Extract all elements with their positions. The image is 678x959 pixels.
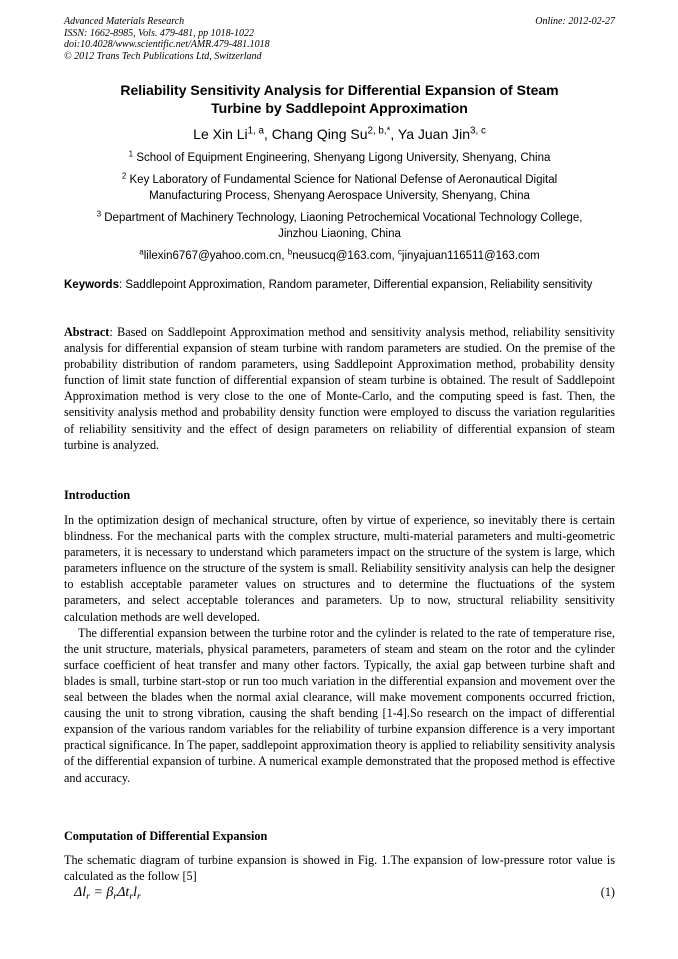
affiliation-number: 2	[121, 171, 127, 181]
section-heading-introduction: Introduction	[64, 488, 131, 502]
section-heading-computation: Computation of Differential Expansion	[64, 829, 268, 843]
affiliation-3	[64, 210, 615, 242]
author-separator: ,	[263, 126, 272, 142]
eq-equals: =	[89, 885, 107, 900]
eq-symbol: t	[125, 885, 130, 900]
affiliation-line: Jinzhou Liaoning, China	[278, 228, 401, 240]
paragraph: In the optimization design of mechanical structure, often by virtue of experience, so inevitably there is certain blindness. For the mechanical parts with the complex structure, multi-material parameters and multi-geometric parameters, it is necessary to understand which parameters impact on the structure of the system is large, which parameters influence on the structure of the system is small. Reliability sensitivity analysis can help the designer to establish acceptable parameter values on structures and to determine the fluctuations of the system parameters, and select acceptable tolerances and parameters. Up to now, structural reliability sensitivity calculation methods are well developed.	[64, 513, 615, 624]
affiliation-number: 1	[128, 149, 134, 159]
affiliation-line: Key Laboratory of Fundamental Science for National Defense of Aeronautical Digital	[129, 174, 558, 186]
abstract-text: Based on Saddlepoint Approximation method and sensitivity analysis method, reliability sensitivity analysis for differential expansion of steam turbine with random parameters are studied. On the premise of the probability distribution of random parameters, using Saddlepoint Approximation method, probability density function of limit state function of differential expansion of steam turbine is obtained. The result of Saddlepoint Approximation method is very close to the one of Monte-Carlo, and the computing speed is fast. Then, the sensitivity analysis method and probability density function were employed to discuss the variation regularities of reliability sensitivity and the effect of design parameters on reliability of differential expansion of steam turbine is analyzed.	[64, 325, 615, 452]
author-list	[64, 125, 615, 143]
affiliation-1	[64, 150, 615, 166]
abstract-colon: :	[109, 325, 118, 339]
keywords	[64, 277, 615, 293]
introduction-body	[64, 512, 615, 786]
email-mark: b	[287, 247, 293, 257]
paper-title	[64, 81, 615, 117]
affiliation-line: Manufacturing Process, Shenyang Aerospace University, Shenyang, China	[149, 190, 530, 202]
email-list	[64, 248, 615, 264]
email-mark: c	[397, 247, 402, 257]
author-name: Le Xin Li	[193, 126, 248, 142]
eq-subscript: r	[113, 890, 118, 902]
doi-line: doi:10.4028/www.scientific.net/AMR.479-481.1018	[64, 39, 270, 50]
equation-1	[74, 885, 615, 902]
email-address: jinyajuan116511@163.com	[401, 250, 540, 262]
journal-header	[64, 16, 615, 62]
eq-delta: Δ	[117, 885, 126, 900]
abstract	[64, 324, 615, 453]
title-line-1: Reliability Sensitivity Analysis for Differential Expansion of Steam	[120, 82, 559, 98]
eq-symbol: l	[133, 885, 138, 900]
journal-name: Advanced Materials Research	[64, 16, 185, 27]
online-date: Online: 2012-02-27	[535, 16, 615, 27]
eq-beta: β	[106, 885, 114, 900]
title-line-2: Turbine by Saddlepoint Approximation	[211, 100, 468, 116]
affiliation-number: 3	[96, 209, 102, 219]
affiliation-2	[64, 172, 615, 204]
affiliation-line: School of Equipment Engineering, Shenyang Ligong University, Shenyang, China	[136, 152, 551, 164]
abstract-label: Abstract	[64, 325, 110, 339]
eq-symbol: l	[82, 885, 87, 900]
eq-subscript: r	[129, 890, 134, 902]
keywords-text: Saddlepoint Approximation, Random parameter, Differential expansion, Reliability sensitivity	[125, 279, 593, 291]
computation-body: The schematic diagram of turbine expansion is showed in Fig. 1.The expansion of low-pressure rotor value is calculated as the follow [5]	[64, 853, 615, 884]
eq-subscript: r	[137, 890, 141, 902]
eq-delta: Δ	[74, 885, 83, 900]
email-mark: a	[139, 247, 144, 257]
affiliation-line: Department of Machinery Technology, Liaoning Petrochemical Vocational Technology College,	[104, 212, 583, 224]
author-name: Chang Qing Su	[271, 126, 368, 142]
keywords-colon: :	[118, 279, 126, 291]
keywords-label: Keywords	[64, 279, 119, 291]
eq-subscript: r	[86, 890, 90, 902]
author-affil-mark: 1, a	[247, 125, 264, 137]
paragraph: The differential expansion between the turbine rotor and the cylinder is related to the rate of temperature rise, the unit structure, materials, physical parameters, parameters of steam and steam on the rotor and the cylinder surface coefficient of heat transfer and many other factors. Typically, the axial gap between turbine shaft and blades is small, turbine start-stop or run too much variation in the differential expansion and movement over the seal between the blades when the normal axial clearance, will make movement components occurred friction, causing the unit to strong vibration, causing the shaft bending [1-4].So research on the impact of differential expansion of the various random variables for the reliability of turbine expansion difference is a very important practical significance. In The paper, saddlepoint approximation theory is applied to reliability sensitivity analysis of the differential expansion of turbine. A numerical example demonstrated that the proposed method is effective and accuracy.	[64, 625, 615, 785]
email-address: lilexin6767@yahoo.com.cn,	[143, 250, 288, 262]
author-affil-mark: 2, b,*	[367, 125, 391, 137]
author-affil-mark: 3, c	[470, 125, 486, 137]
affiliation-list	[64, 150, 615, 270]
author-separator: ,	[390, 126, 398, 142]
email-address: neusucq@163.com,	[292, 250, 398, 262]
equation-number: (1)	[600, 885, 615, 899]
issn-line: ISSN: 1662-8985, Vols. 479-481, pp 1018-1022	[64, 27, 254, 39]
copyright-line: © 2012 Trans Tech Publications Ltd, Switzerland	[64, 50, 262, 62]
author-name: Ya Juan Jin	[397, 126, 471, 142]
